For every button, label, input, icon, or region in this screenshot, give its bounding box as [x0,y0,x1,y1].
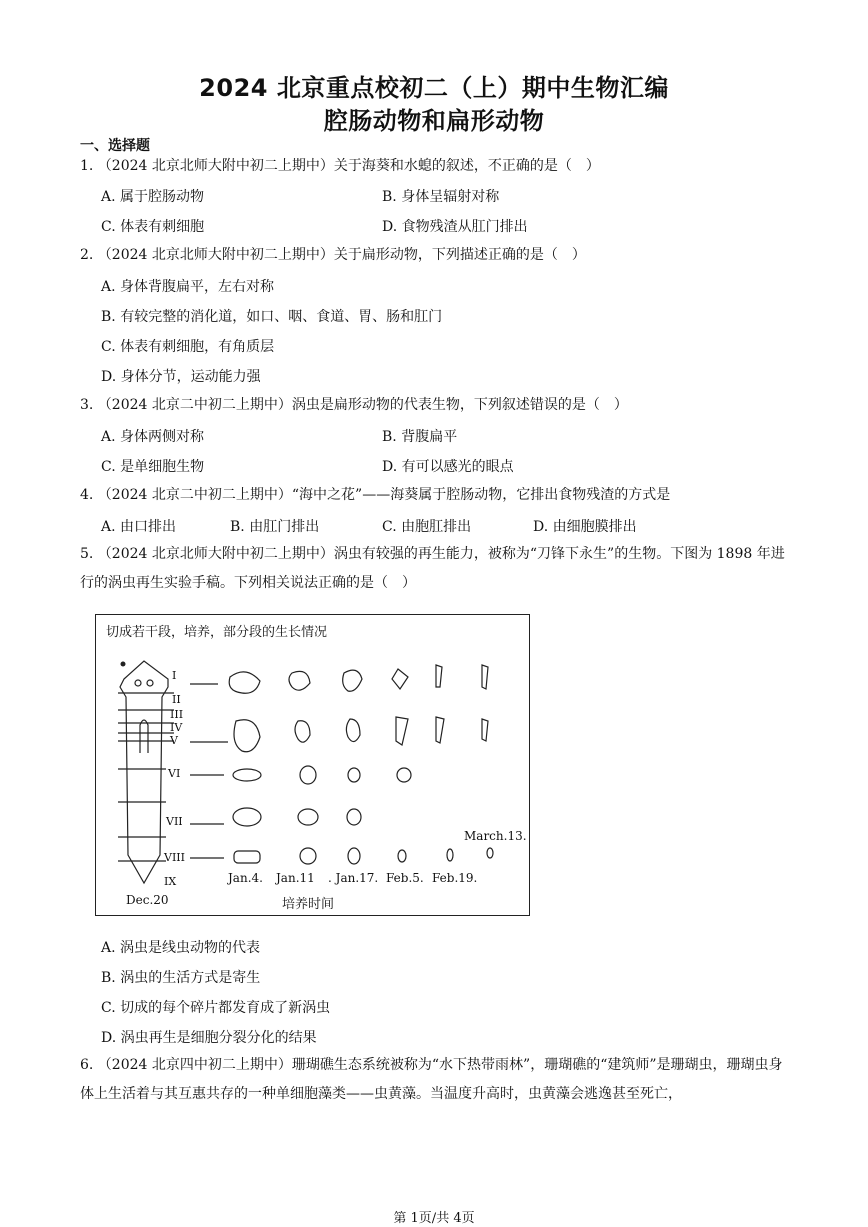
date-label: Jan.4. [228,871,263,885]
question-3-option-d[interactable]: D. 有可以感光的眼点 [382,459,514,475]
date-label: Jan.11 [276,871,315,885]
eye-right [147,680,153,686]
question-1-option-c[interactable]: C. 体表有刺细胞 [101,219,205,235]
date-label: Feb.5. [386,871,424,885]
question-4-stem: 4. （2024 北京二中初二上期中）“海中之花”——海葵属于腔肠动物，它排出食物残渣的方式是 [80,487,671,503]
question-3-option-a[interactable]: A. 身体两侧对称 [101,429,205,445]
question-1-option-d[interactable]: D. 食物残渣从肛门排出 [382,219,528,235]
date-label: Feb.19. [432,871,478,885]
question-1-option-a[interactable]: A. 属于腔肠动物 [101,189,205,205]
date-label-march: March.13. [464,829,527,843]
section-heading: 一、选择题 [80,138,150,154]
question-5-option-d[interactable]: D. 涡虫再生是细胞分裂分化的结果 [101,1030,317,1046]
segment-label: I [172,669,177,682]
segment-label: VII [166,815,183,828]
question-5-stem: 5. （2024 北京北师大附中初二上期中）涡虫有较强的再生能力，被称为“刀锋下永生”的生物。下图为 1898 年进行的涡虫再生实验手稿。下列相关说法正确的是（ ） [80,546,785,591]
date-label: . Jan.17. [328,871,379,885]
question-6-stem: 6. （2024 北京四中初二上期中）珊瑚礁生态系统被称为“水下热带雨林”，珊瑚礁的“建筑师”是珊瑚虫，珊瑚虫身体上生活着与其互惠共存的一种单细胞藻类——虫黄藻。当温度升高时，虫黄藻会逃逸甚至死亡， [80,1057,783,1102]
document-title: 2024 北京重点校初二（上）期中生物汇编 [199,74,669,102]
figure-drawing [96,615,528,914]
question-2-option-a[interactable]: A. 身体背腹扁平，左右对称 [101,279,275,295]
start-date-label: Dec.20 [126,893,169,907]
segment-label: III [170,708,184,721]
question-3-stem: 3. （2024 北京二中初二上期中）涡虫是扁形动物的代表生物，下列叙述错误的是（ ） [80,397,628,413]
question-4-option-b[interactable]: B. 由肛门排出 [230,519,320,535]
segment-label: V [170,734,178,747]
question-1-option-b[interactable]: B. 身体呈辐射对称 [382,189,500,205]
segment-label: II [172,693,181,706]
segment-label: VI [168,767,181,780]
question-4-option-a[interactable]: A. 由口排出 [101,519,177,535]
question-5-option-c[interactable]: C. 切成的每个碎片都发育成了新涡虫 [101,1000,331,1016]
question-3-option-b[interactable]: B. 背腹扁平 [382,429,458,445]
segment-label: IX [164,875,177,888]
planarian-regeneration-figure [95,614,530,916]
eye-left [135,680,141,686]
question-4-option-c[interactable]: C. 由胞肛排出 [382,519,472,535]
question-2-option-d[interactable]: D. 身体分节，运动能力强 [101,369,261,385]
question-1-stem: 1. （2024 北京北师大附中初二上期中）关于海葵和水螅的叙述，不正确的是（ ） [80,158,600,174]
question-4-option-d[interactable]: D. 由细胞膜排出 [533,519,637,535]
segment-label: VIII [164,851,185,864]
question-2-option-c[interactable]: C. 体表有刺细胞，有角质层 [101,339,275,355]
planarian-body [120,661,168,883]
question-5-option-a[interactable]: A. 涡虫是线虫动物的代表 [101,940,261,956]
document-subtitle: 腔肠动物和扁形动物 [323,107,545,135]
question-3-option-c[interactable]: C. 是单细胞生物 [101,459,205,475]
pharynx [140,720,148,753]
question-2-option-b[interactable]: B. 有较完整的消化道，如口、咽、食道、胃、肠和肛门 [101,309,443,325]
question-5-option-b[interactable]: B. 涡虫的生活方式是寄生 [101,970,261,986]
segment-label: IV [170,721,183,734]
question-2-stem: 2. （2024 北京北师大附中初二上期中）关于扁形动物，下列描述正确的是（ ） [80,247,586,263]
page-footer: 第 1页/共 4页 [393,1211,475,1226]
figure-caption: 切成若干段，培养，部分段的生长情况 [106,625,328,640]
axis-label: 培养时间 [282,897,335,912]
